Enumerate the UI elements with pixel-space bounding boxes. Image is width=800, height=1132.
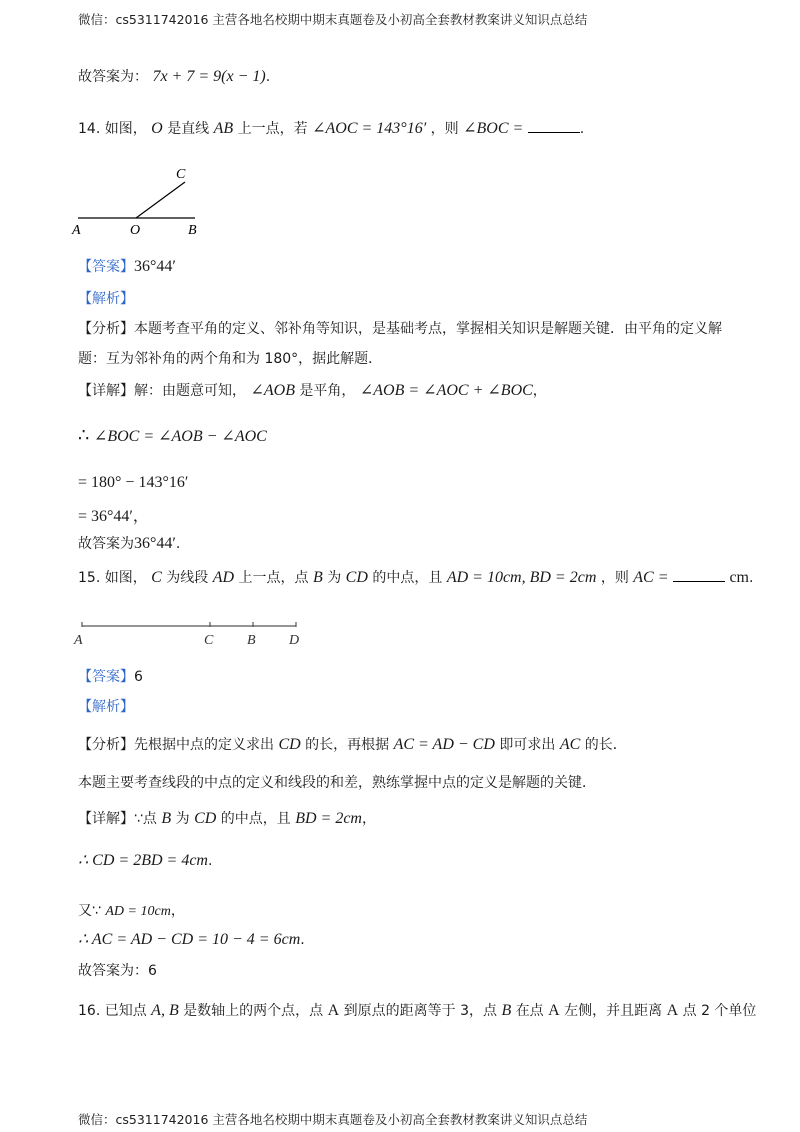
q15-question <box>78 567 753 587</box>
line-ab: AB <box>213 120 234 137</box>
text: 点 2 个单位 <box>682 1003 757 1019</box>
label-b: B <box>188 223 197 238</box>
label-c: C <box>204 633 214 648</box>
fenxi-tag: 【分析】 <box>78 321 134 337</box>
text: 为线段 <box>166 570 209 586</box>
segment-cd: CD <box>345 569 368 586</box>
question-number: 16. 已知点 <box>78 1003 147 1019</box>
text: 的长． <box>584 737 627 753</box>
text: 即可求出 <box>499 737 556 753</box>
text: 解：由题意可知， <box>134 383 246 399</box>
fenxi-tag: 【分析】 <box>78 737 134 753</box>
comma: ， <box>361 811 376 827</box>
equation: ∠AOB = ∠AOC + ∠BOC <box>359 382 533 399</box>
text: ，则 <box>430 121 459 137</box>
label-a: A <box>74 633 83 648</box>
q14-xiangjie-3 <box>78 474 188 492</box>
period: . <box>175 536 181 552</box>
xiangjie-tag: 【详解】 <box>78 811 134 827</box>
equation: = 36°44′， <box>78 508 149 525</box>
condition: AD = 10cm, BD = 2cm <box>446 569 597 586</box>
text: 为 <box>327 570 342 586</box>
period: . <box>748 570 754 586</box>
point-a: A <box>666 1002 679 1019</box>
page-footer: 微信：cs5311742016 主营各地名校期中期末真题卷及小初高全套教材教案讲义知识点总结 <box>78 1112 588 1127</box>
q15-xiangjie-2 <box>78 850 212 870</box>
equation: AC = AD − CD <box>393 736 495 753</box>
q14-xiangjie-4 <box>78 503 149 526</box>
q14-answer <box>78 256 176 276</box>
q15-answer <box>78 666 143 686</box>
point-b: B <box>312 569 323 586</box>
q14-analysis-tag <box>78 288 134 308</box>
period: . <box>265 69 271 85</box>
point-a: A <box>548 1002 560 1019</box>
condition: AD = 10cm <box>105 904 171 919</box>
text: 在点 <box>515 1003 544 1019</box>
question-number: 14. 如图， <box>78 121 147 137</box>
text: ∵点 <box>134 811 157 827</box>
answer-value: 36°44′ <box>134 258 176 275</box>
fenxi-text: 本题考查平角的定义、邻补角等知识，是基础考点，掌握相关知识是解题关键．由平角的定义解 <box>134 321 722 337</box>
comma: ， <box>532 383 547 399</box>
page-header: 微信：cs5311742016 主营各地名校期中期末真题卷及小初高全套教材教案讲义知识点总结 <box>78 12 588 27</box>
condition: ∠AOC = 143°16′ <box>312 120 427 137</box>
text: 的长，再根据 <box>305 737 390 753</box>
segment-cd: CD <box>278 736 301 753</box>
equation: ∴ CD = 2BD = 4cm <box>78 852 208 869</box>
text: 是直线 <box>167 121 210 137</box>
segment-cd: CD <box>194 810 217 827</box>
point-a: A <box>327 1002 340 1019</box>
q14-angle-figure <box>70 160 210 240</box>
text: 左侧，并且距离 <box>564 1003 663 1019</box>
answer-prefix: 故答案为： <box>78 69 148 85</box>
period: . <box>579 121 585 137</box>
q15-summary: 本题主要考查线段的中点的定义和线段的和差，熟练掌握中点的定义是解题的关键． <box>78 775 596 791</box>
answer-tag: 【答案】 <box>78 669 134 685</box>
equation: = 180° − 143°16′ <box>78 474 189 491</box>
label-o: O <box>130 223 141 238</box>
q15-xiangjie-1 <box>78 808 376 828</box>
period: . <box>207 853 213 869</box>
text: 的中点，且 <box>220 811 291 827</box>
q15-segment-figure <box>70 614 320 650</box>
points-ab: A, B <box>151 1002 179 1019</box>
q14-fenxi-2: 题：互为邻补角的两个角和为 180°，据此解题． <box>78 351 383 367</box>
point-c: C <box>151 569 162 586</box>
label-a: A <box>72 223 81 238</box>
point-b: B <box>161 810 172 827</box>
therefore-symbol: ∴ <box>78 425 90 446</box>
label-b: B <box>247 633 256 648</box>
q14-question <box>78 118 584 138</box>
q14-xiangjie-1 <box>78 380 547 400</box>
q14-final <box>78 533 180 553</box>
equation: 7x + 7 = 9(x − 1) <box>152 68 266 85</box>
text: 是平角， <box>299 383 356 399</box>
q15-analysis-tag <box>78 696 134 716</box>
q14-xiangjie-2 <box>78 425 267 446</box>
question-ask: AC = <box>633 569 669 586</box>
equation: ∴ AC = AD − CD = 10 − 4 = 6cm <box>78 931 301 948</box>
text: 是数轴上的两个点，点 <box>183 1003 324 1019</box>
analysis-tag: 【解析】 <box>78 291 134 307</box>
xiangjie-tag: 【详解】 <box>78 383 134 399</box>
text: 上一点，若 <box>237 121 308 137</box>
text: 上一点，点 <box>238 570 309 586</box>
label-d: D <box>289 633 300 648</box>
answer-blank <box>673 567 725 582</box>
q13-answer-line <box>78 66 270 86</box>
text: 故答案为 <box>78 536 134 552</box>
question-ask: ∠BOC = <box>463 120 524 137</box>
unit: cm <box>729 569 749 586</box>
comma: ， <box>170 903 185 919</box>
text: ，则 <box>600 570 629 586</box>
analysis-tag: 【解析】 <box>78 699 134 715</box>
text: 先根据中点的定义求出 <box>134 737 274 753</box>
condition: BD = 2cm <box>295 810 362 827</box>
answer-tag: 【答案】 <box>78 259 134 275</box>
text: 到原点的距离等于 3，点 <box>343 1003 497 1019</box>
q15-final: 故答案为：6 <box>78 963 157 979</box>
segment-ac: AC <box>559 736 581 753</box>
q14-fenxi-1 <box>78 318 722 338</box>
text: 的中点，且 <box>372 570 443 586</box>
point-b: B <box>501 1002 512 1019</box>
equation: ∠BOC = ∠AOB − ∠AOC <box>93 428 267 445</box>
angle-aob: ∠AOB <box>250 382 295 399</box>
ray-oc <box>136 182 185 218</box>
q15-xiangjie-3 <box>78 900 185 920</box>
label-c: C <box>176 167 186 182</box>
segment-ad: AD <box>212 569 235 586</box>
q16-question <box>78 1000 756 1020</box>
answer-blank <box>528 118 580 133</box>
point-o: O <box>151 120 163 137</box>
period: . <box>300 932 305 948</box>
text: 为 <box>175 811 190 827</box>
answer-value: 6 <box>134 669 143 685</box>
answer-value: 36°44′ <box>134 535 176 552</box>
question-number: 15. 如图， <box>78 570 147 586</box>
q15-fenxi <box>78 734 627 754</box>
q15-xiangjie-4 <box>78 929 305 949</box>
text: 又∵ <box>78 903 101 919</box>
